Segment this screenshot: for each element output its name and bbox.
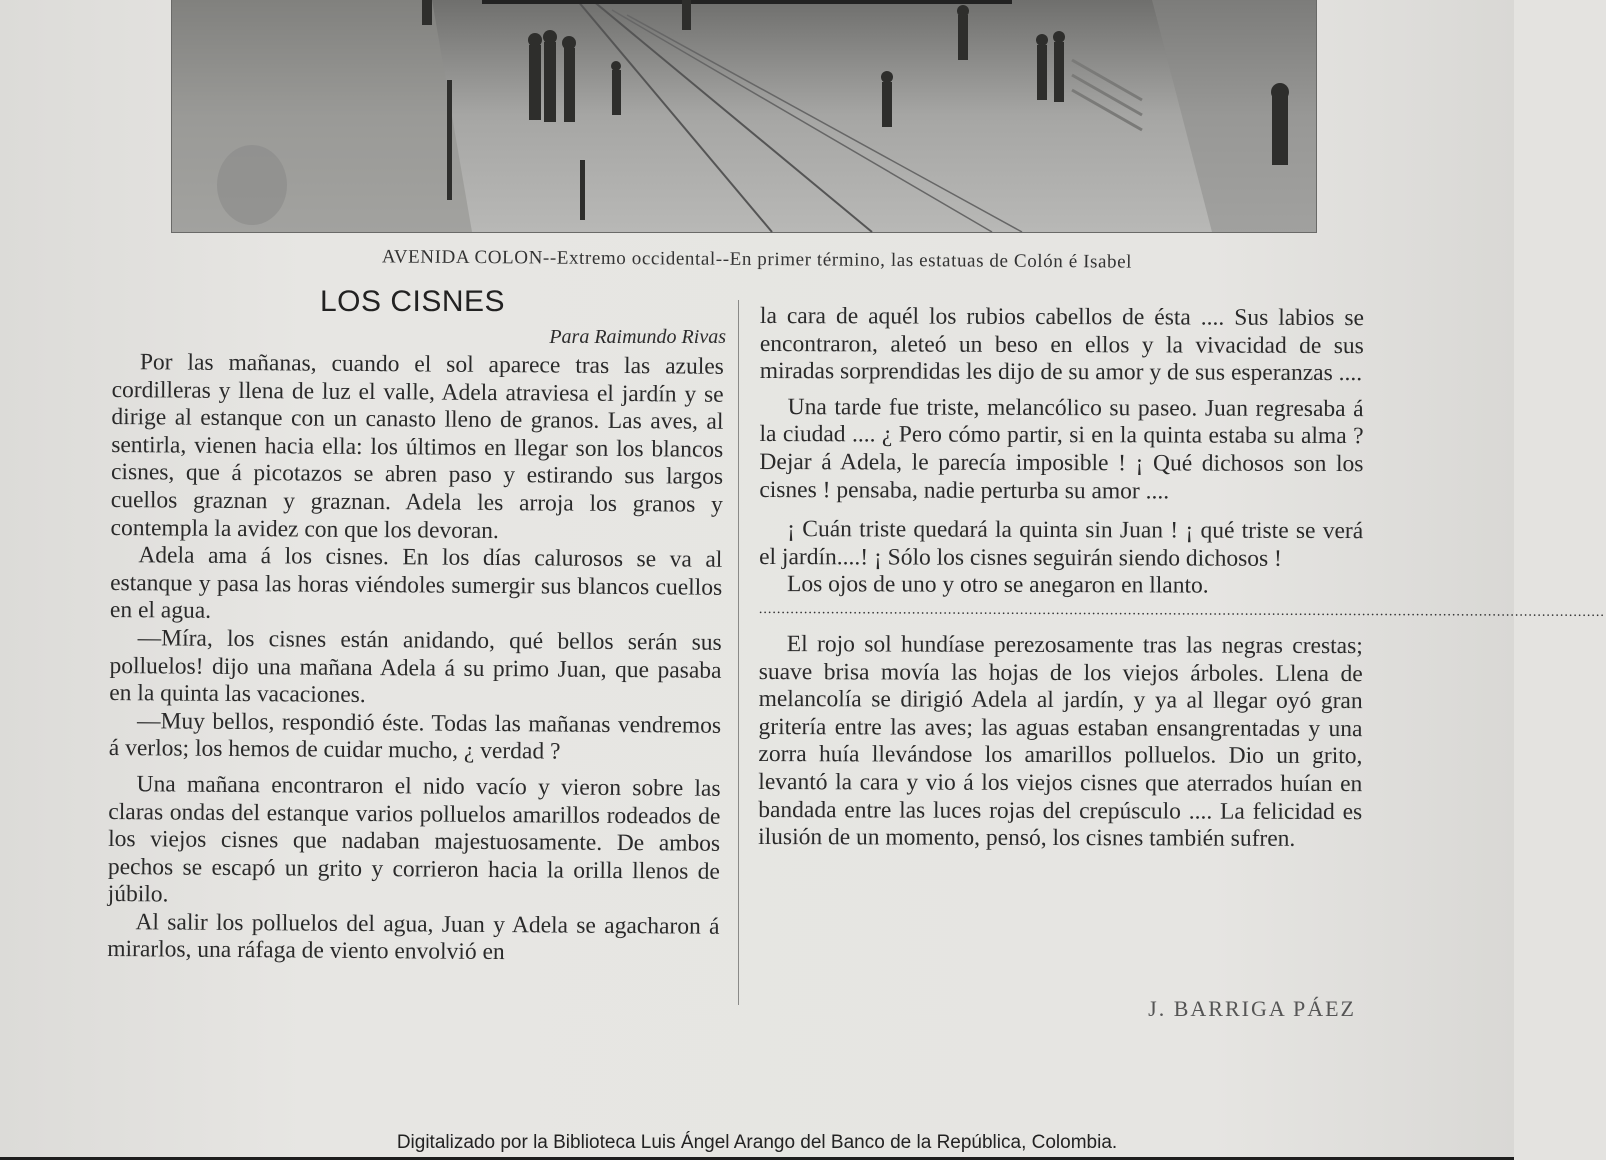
author-signature: J. BARRIGA PÁEZ xyxy=(1148,996,1356,1021)
paragraph: El rojo sol hundíase perezosamente tras las negras crestas; suave brisa movía las hojas de los viejos árboles. Llena de melancolía se dirigió Adela al jardín, y ya al llegar oyó gran gritería entre las aves; las aguas estaban ensangrentadas y una zorra huía llevándose los amarillos polluelos. Dio un grito, levantó la cara y vio á los viejos cisnes que aterrados huían en bandada entre las luces rojas del crepúsculo .... La felicidad es ilusión de un momento, pensó, los cisnes también sufren. xyxy=(758,631,1363,852)
paragraph: Una tarde fue triste, melancólico su paseo. Juan regresaba á la ciudad .... ¿ Pero cómo partir, si en la quinta estaba su alma ? Dejar á Adela, le parecía imposible ! ¡ Qué dichosos son los cisnes ! pensaba, nadie perturba su amor .... xyxy=(759,393,1364,504)
paragraph: Una mañana encontraron el nido vacío y vieron sobre las claras ondas del estanque varios polluelos amarillos rodeados de los viejos cisnes que nadaban majestuosamente. De ambos pechos se escapó un grito y corrieron hacia la orilla llenos de júbilo. xyxy=(107,771,721,908)
photo-caption: AVENIDA COLON--Extremo occidental--En primer término, las estatuas de Colón é Isabel xyxy=(381,246,1133,273)
article-title: LOS CISNES xyxy=(320,285,506,318)
dotted-separator: ............................................................................................................................................................................................ xyxy=(758,601,1605,620)
paragraph: Adela ama á los cisnes. En los días calurosos se va al estanque y pasa las horas viéndoles sumergir sus blancos cuellos en el agua. xyxy=(109,542,723,625)
paragraph: ¡ Cuán triste quedará la quinta sin Juan ! ¡ qué triste se verá el jardín....! ¡ Sólo los cisnes seguirán siendo dichosos ! xyxy=(759,516,1364,572)
street-photo xyxy=(172,0,1316,232)
digitization-credit: Digitalizado por la Biblioteca Luis Ángel Arango del Banco de la República, Colombia. xyxy=(396,1132,1118,1153)
article-dedication: Para Raimundo Rivas xyxy=(549,326,726,348)
paragraph: —Míra, los cisnes están anidando, qué bellos serán sus polluelos! dijo una mañana Adela á su primo Juan, que pasaba en la quinta las vacaciones. xyxy=(109,625,722,709)
paragraph: Por las mañanas, cuando el sol aparece tras las azules cordilleras y llena de luz el valle, Adela atraviesa el jardín y se dirige al estanque con un canasto lleno de granos. Las aves, al sentirla, vienen hacia ella: los últimos en llegar son los blancos cisnes, que á picotazos se abren paso y estirando sus largos cuellos graznan y graznan. Adela les arroja los granos y contempla la avidez con que los devoran. xyxy=(110,349,724,544)
paragraph: —Muy bellos, respondió éste. Todas las mañanas vendremos á verlos; los hemos de cuidar mucho, ¿ verdad ? xyxy=(108,707,722,765)
column-divider xyxy=(738,300,739,1005)
paragraph: Los ojos de uno y otro se anegaron en llanto. xyxy=(786,571,1209,599)
street-photo-icon xyxy=(172,0,1316,232)
left-column xyxy=(107,349,724,969)
paragraph: la cara de aquél los rubios cabellos de ésta .... Sus labios se encontraron, aleteó un beso en ellos y la vivacidad de sus miradas sorprendidas les dijo de su amor y de sus esperanzas .... xyxy=(759,303,1364,387)
right-column xyxy=(758,303,1605,854)
paragraph: Al salir los polluelos del agua, Juan y Adela se agacharon á mirarlos, una ráfaga de viento envolvió en xyxy=(107,909,720,966)
